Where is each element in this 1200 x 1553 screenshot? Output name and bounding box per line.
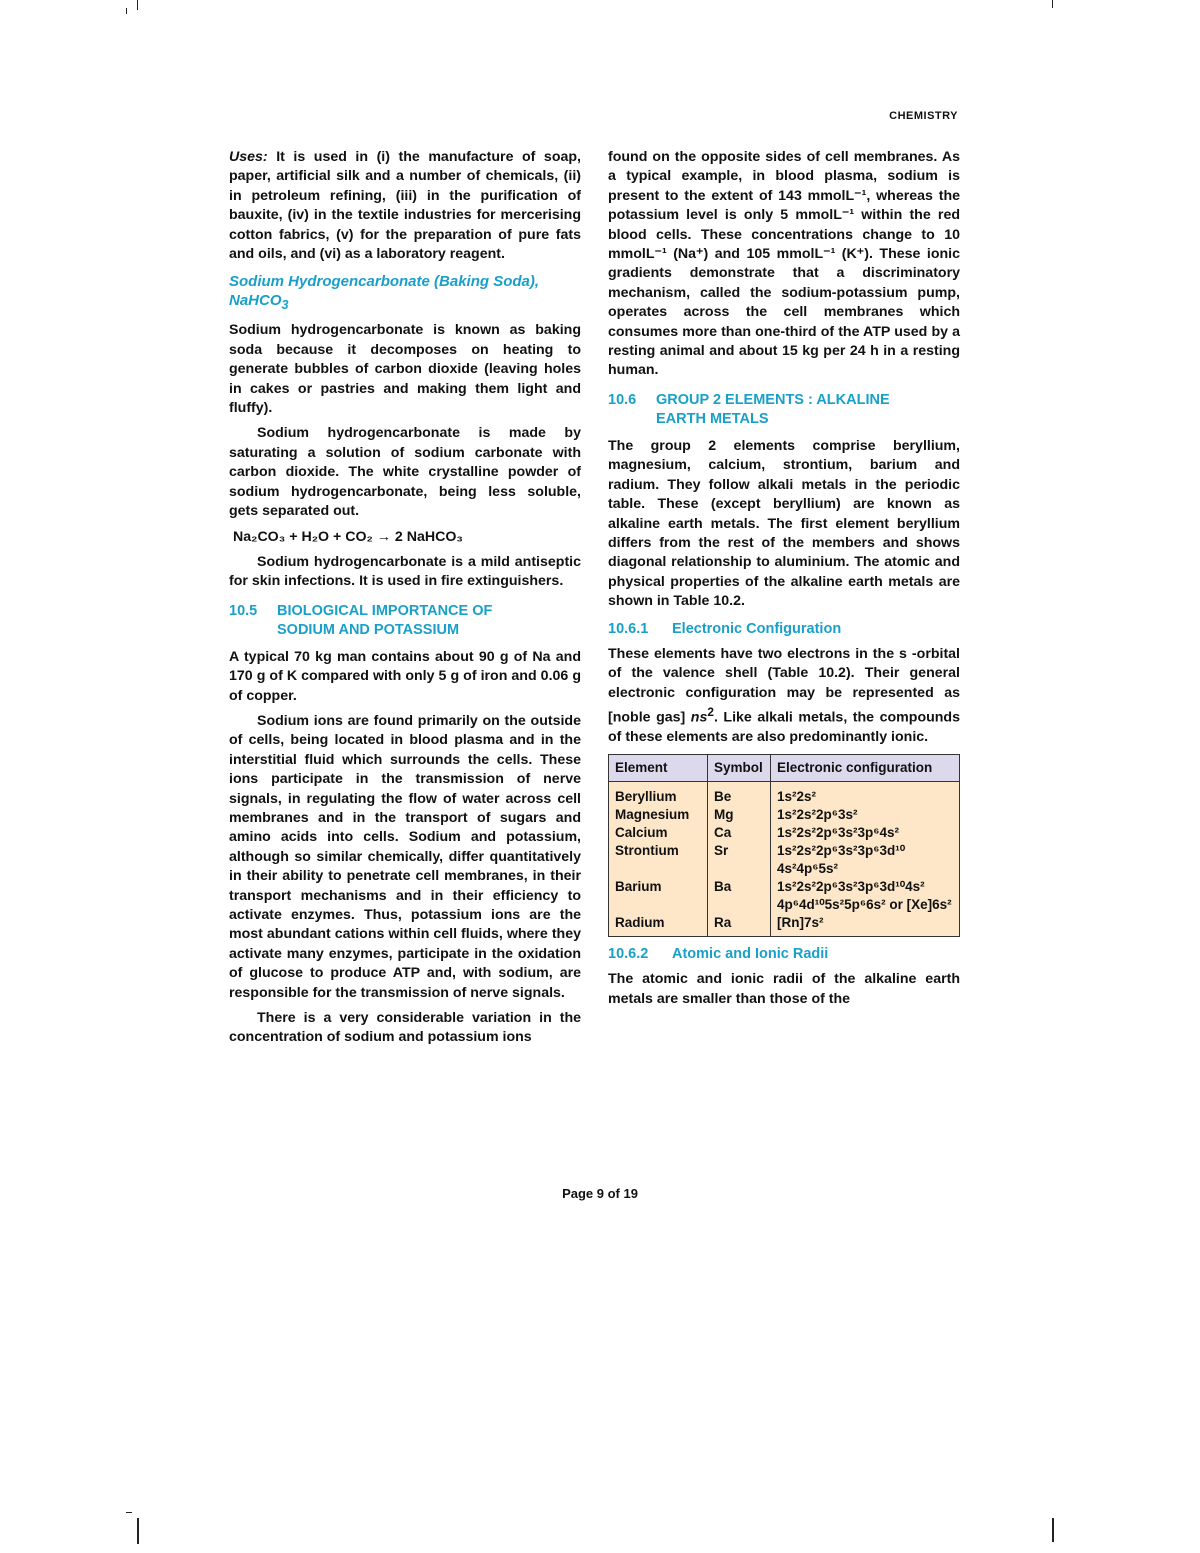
config-ns: ns xyxy=(690,709,708,726)
crop-mark xyxy=(1052,1518,1054,1542)
right-column xyxy=(608,148,960,1015)
uses-text: It is used in (i) the manufacture of soap, paper, artificial silk and a number of chemicals, (ii) in petroleum refining, (iii) in the purification of bauxite, (iv) in the textile industries for mercerising cotton fabrics, (v) for the preparation of pure fats and oils, and (vi) as a laboratory reagent. xyxy=(229,149,581,263)
cell-config: 1s²2s²2p⁶3s²3p⁶3d¹⁰ 4s²4p⁶5s² xyxy=(771,842,960,878)
table-header-row xyxy=(609,754,960,781)
baking-soda-heading-sub: 3 xyxy=(281,298,289,313)
baking-soda-para-3: Sodium hydrogencarbonate is a mild antiseptic for skin infections. It is used in fire extinguishers. xyxy=(229,553,581,590)
config-text-a: These elements have two electrons in the s -orbital of the valence shell (Table 10.2). Their general electronic configuration may be represented as [noble gas] xyxy=(608,645,960,726)
biology-para-3: There is a very considerable variation in the concentration of sodium and potassium ions xyxy=(229,1010,581,1046)
section-10-6-heading xyxy=(608,391,960,429)
cell-symbol: Ra xyxy=(708,914,771,937)
cell-symbol: Mg xyxy=(708,806,771,824)
section-title-line-2: SODIUM AND POTASSIUM xyxy=(277,621,460,638)
table-row xyxy=(609,914,960,937)
left-column xyxy=(229,148,581,1054)
crop-mark xyxy=(137,1518,139,1544)
cell-symbol: Sr xyxy=(708,842,771,878)
crop-mark xyxy=(1052,0,1053,8)
baking-soda-heading-text: Sodium Hydrogencarbonate (Baking Soda), NaHCO xyxy=(229,273,540,310)
section-title-line-1: BIOLOGICAL IMPORTANCE OF xyxy=(277,602,493,619)
header-element: Element xyxy=(609,754,708,781)
radii-paragraph: The atomic and ionic radii of the alkaline earth metals are smaller than those of the xyxy=(608,971,960,1007)
subsection-title: Electronic Configuration xyxy=(672,620,842,637)
cell-element: Magnesium xyxy=(609,806,708,824)
subsection-number: 10.6.1 xyxy=(608,620,649,637)
cell-config: 1s²2s²2p⁶3s²3p⁶3d¹⁰4s² 4p⁶4d¹⁰5s²5p⁶6s² or [Xe]6s² xyxy=(771,878,960,914)
baking-soda-para-2: Sodium hydrogencarbonate is made by saturating a solution of sodium carbonate with carbon dioxide. The white crystalline powder of sodium hydrogencarbonate, being less soluble, gets separated out. xyxy=(229,425,581,520)
cell-config: [Rn]7s² xyxy=(771,914,960,937)
table-row xyxy=(609,878,960,914)
section-number: 10.6 xyxy=(608,391,637,408)
equation: Na₂CO₃ + H₂O + CO₂ → 2 NaHCO₃ xyxy=(233,528,463,545)
subsection-10-6-1-heading xyxy=(608,620,960,639)
crop-mark xyxy=(126,8,127,14)
crop-mark xyxy=(126,1512,132,1513)
ion-gradient-paragraph: found on the opposite sides of cell membranes. As a typical example, in blood plasma, sodium is present to the extent of 143 mmolL⁻¹, whereas the potassium level is only 5 mmolL⁻¹ within the red blood cells. These concentrations change to 10 mmolL⁻¹ (Na⁺) and 105 mmolL⁻¹ (K⁺). These ionic gradients demonstrate that a discriminatory mechanism, called the sodium-potassium pump, operates across the cell membranes which consumes more than one-third of the ATP used by a resting animal and about 15 kg per 24 h in a resting human. xyxy=(608,149,960,379)
cell-element: Beryllium xyxy=(609,781,708,806)
cell-config: 1s²2s²2p⁶3s²3p⁶4s² xyxy=(771,824,960,842)
cell-config: 1s²2s²2p⁶3s² xyxy=(771,806,960,824)
cell-symbol: Be xyxy=(708,781,771,806)
section-title-line-2: EARTH METALS xyxy=(656,410,769,427)
running-head: CHEMISTRY xyxy=(889,110,958,122)
electronic-config-paragraph xyxy=(608,645,960,748)
subsection-10-6-2-heading xyxy=(608,945,960,964)
section-title-line-1: GROUP 2 ELEMENTS : ALKALINE xyxy=(656,391,890,408)
config-text-b: . Like alkali metals, the compounds of these elements are also predominantly ionic. xyxy=(608,709,960,746)
cell-element: Radium xyxy=(609,914,708,937)
uses-label: Uses: xyxy=(229,149,268,165)
cell-element: Barium xyxy=(609,878,708,914)
table-row xyxy=(609,842,960,878)
biology-para-1: A typical 70 kg man contains about 90 g of Na and 170 g of K compared with only 5 g of iron and 0.06 g of copper. xyxy=(229,648,581,704)
biology-para-2: Sodium ions are found primarily on the outside of cells, being located in blood plasma and in the interstitial fluid which surrounds the cells. These ions participate in the transmission of nerve signals, in regulating the flow of water across cell membranes and in the transport of sugars and amino acids into cells. Sodium and potassium, although so similar chemically, differ quantitatively in their ability to penetrate cell membranes, in their transport mechanisms and in their efficiency to activate enzymes. Thus, potassium ions are the most abundant cations within cell fluids, where they activate many enzymes, participate in the oxidation of glucose to produce ATP and, with sodium, are responsible for the transmission of nerve signals. xyxy=(229,712,581,1001)
cell-element: Calcium xyxy=(609,824,708,842)
cell-config: 1s²2s² xyxy=(771,781,960,806)
subsection-number: 10.6.2 xyxy=(608,945,649,962)
table-row xyxy=(609,824,960,842)
cell-element: Strontium xyxy=(609,842,708,878)
cell-symbol: Ba xyxy=(708,878,771,914)
electronic-config-table xyxy=(608,754,960,937)
section-number: 10.5 xyxy=(229,602,258,619)
header-config: Electronic configuration xyxy=(771,754,960,781)
page-number: Page 9 of 19 xyxy=(562,1186,638,1201)
section-10-5-heading xyxy=(229,602,581,640)
cell-symbol: Ca xyxy=(708,824,771,842)
subsection-title: Atomic and Ionic Radii xyxy=(672,945,829,962)
table-row xyxy=(609,806,960,824)
baking-soda-para-1: Sodium hydrogencarbonate is known as baking soda because it decomposes on heating to generate bubbles of carbon dioxide (leaving holes in cakes or pastries and making them light and fluffy). xyxy=(229,322,581,417)
uses-paragraph xyxy=(229,148,581,264)
table-row xyxy=(609,781,960,806)
crop-mark xyxy=(137,0,138,10)
header-symbol: Symbol xyxy=(708,754,771,781)
baking-soda-heading xyxy=(229,272,581,315)
config-ns-sup: 2 xyxy=(707,705,714,720)
group-2-paragraph: The group 2 elements comprise beryllium, magnesium, calcium, strontium, barium and radium. They follow alkali metals in the periodic table. These (except beryllium) are known as alkaline earth metals. The first element beryllium differs from the rest of the members and shows diagonal relationship to aluminium. The atomic and physical properties of the alkaline earth metals are shown in Table 10.2. xyxy=(608,437,960,610)
